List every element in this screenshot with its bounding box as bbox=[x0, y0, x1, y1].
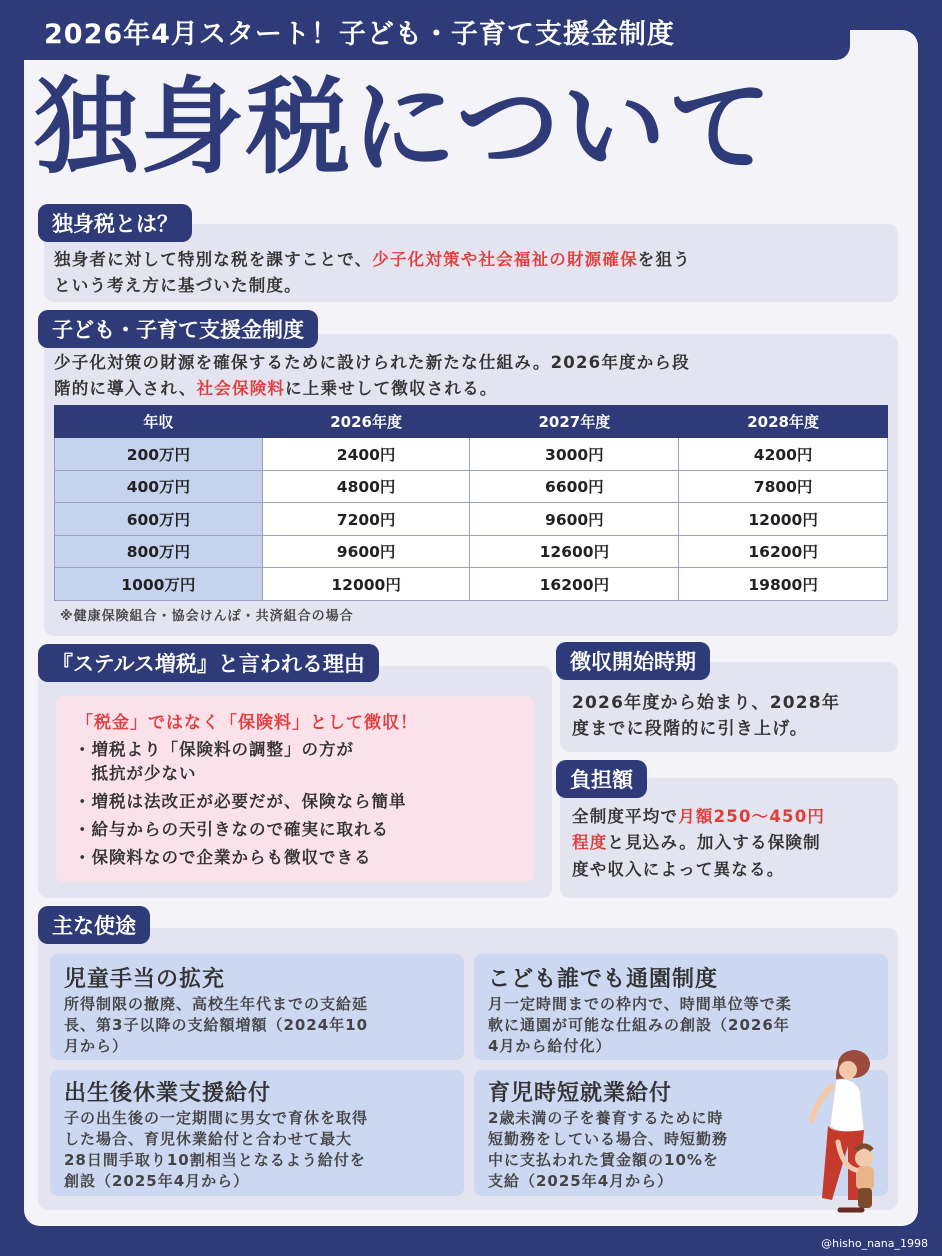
stealth-bullet: ・増税は法改正が必要だが、保険なら簡単 bbox=[74, 792, 407, 811]
table-row bbox=[55, 470, 888, 503]
burden-text bbox=[572, 804, 825, 883]
fee-table-header: 2027年度 bbox=[470, 406, 679, 438]
burden-text-post: と見込み。加入する保険制 bbox=[607, 833, 821, 853]
use-card-line: 4月から給付化） bbox=[488, 1037, 612, 1055]
table-footnote: ※健康保険組合・協会けんぽ・共済組合の場合 bbox=[60, 609, 354, 624]
stealth-bullet: ・増税より「保険料の調整」の方が bbox=[74, 740, 354, 759]
mother-child-illustration bbox=[788, 1046, 898, 1222]
use-card-desc bbox=[488, 1108, 728, 1192]
use-card-title: 児童手当の拡充 bbox=[64, 967, 226, 992]
burden-heading: 負担額 bbox=[556, 760, 647, 798]
use-card-line: 創設（2025年4月から） bbox=[64, 1172, 250, 1190]
burden-text-degree: 程度 bbox=[572, 833, 608, 853]
section2-text-highlight: 社会保険料 bbox=[196, 378, 286, 398]
use-card-line: 長、第3子以降の支給額増額（2024年10 bbox=[64, 1016, 369, 1034]
table-cell-income: 200万円 bbox=[55, 438, 263, 471]
table-cell-income: 600万円 bbox=[55, 503, 263, 536]
use-card-line: 子の出生後の一定期間に男女で育休を取得 bbox=[64, 1109, 369, 1127]
table-cell-income: 1000万円 bbox=[55, 568, 263, 601]
use-card-title: 出生後休業支援給付 bbox=[64, 1081, 272, 1106]
section1-text-line2: という考え方に基づいた制度。 bbox=[54, 275, 302, 295]
use-card-line: 短勤務をしている場合、時短勤務 bbox=[488, 1130, 729, 1148]
use-card-line: した場合、育児休業給付と合わせて最大 bbox=[64, 1130, 353, 1148]
top-title: 2026年4月スタート！子ども・子育て支援金制度 bbox=[44, 19, 675, 50]
burden-text-pre: 全制度平均で bbox=[572, 807, 679, 826]
table-cell-income: 800万円 bbox=[55, 535, 263, 568]
fee-table bbox=[54, 405, 888, 601]
timing-heading: 徴収開始時期 bbox=[556, 642, 710, 680]
fee-table-header: 2026年度 bbox=[262, 406, 470, 438]
author-credit: @hisho_nana_1998 bbox=[821, 1237, 928, 1250]
fee-table-header: 2028年度 bbox=[679, 406, 888, 438]
stealth-heading: 『ステルス増税』と言われる理由 bbox=[38, 644, 379, 682]
fee-table-header: 年収 bbox=[55, 406, 263, 438]
table-row bbox=[55, 535, 888, 568]
table-cell: 19800円 bbox=[679, 568, 888, 601]
stealth-bullet: 抵抗が少ない bbox=[74, 764, 197, 783]
uses-heading: 主な使途 bbox=[38, 906, 150, 944]
hero-title: 独身税について bbox=[34, 66, 774, 188]
section2-text-post: に上乗せして徴収される。 bbox=[285, 378, 498, 398]
use-card-line: 2歳未満の子を養育するために時 bbox=[488, 1109, 724, 1127]
section2-text-line1: 少子化対策の財源を確保するために設けられた新たな仕組み。2026年度から段 bbox=[54, 353, 690, 372]
table-cell: 6600円 bbox=[470, 470, 679, 503]
stealth-bullet: ・給与からの天引きなので確実に取れる bbox=[74, 820, 389, 839]
table-row bbox=[55, 503, 888, 536]
table-cell: 7800円 bbox=[679, 470, 888, 503]
section1-heading: 独身税とは？ bbox=[38, 204, 192, 242]
use-card-title: こども誰でも通園制度 bbox=[488, 967, 719, 992]
section2-text-pre: 階的に導入され、 bbox=[54, 378, 197, 398]
use-card-line: 月一定時間までの枠内で、時間単位等で柔 bbox=[488, 995, 792, 1013]
use-card-line: 軟に通園が可能な仕組みの創設（2026年 bbox=[488, 1016, 790, 1034]
table-row bbox=[55, 438, 888, 471]
use-card-desc bbox=[488, 994, 792, 1057]
timing-text-line2: 度までに段階的に引き上げ。 bbox=[572, 719, 808, 740]
table-cell: 2400円 bbox=[262, 438, 470, 471]
timing-text-line1: 2026年度から始まり、2028年 bbox=[572, 693, 841, 713]
stealth-bullet: ・保険料なので企業からも徴収できる bbox=[74, 848, 372, 867]
use-card-line: 中に支払われた賃金額の10%を bbox=[488, 1151, 719, 1169]
table-cell: 4800円 bbox=[262, 470, 470, 503]
table-cell-income: 400万円 bbox=[55, 470, 263, 503]
section1-text-highlight: 少子化対策や社会福祉の財源確保 bbox=[372, 250, 638, 269]
table-cell: 12000円 bbox=[679, 503, 888, 536]
use-card-line: 支給（2025年4月から） bbox=[488, 1172, 674, 1190]
section2-text bbox=[54, 350, 690, 401]
table-cell: 3000円 bbox=[470, 438, 679, 471]
table-cell: 7200円 bbox=[262, 503, 470, 536]
section1-text-pre: 独身者に対して特別な税を課すことで、 bbox=[54, 250, 373, 269]
burden-text-line3: 度や収入によって異なる。 bbox=[572, 859, 785, 879]
stealth-pink-head: 「税金」ではなく「保険料」として徴収！ bbox=[76, 713, 418, 733]
use-card-line: 月から） bbox=[64, 1037, 129, 1055]
use-card-title: 育児時短就業給付 bbox=[488, 1081, 673, 1106]
section2-heading: 子ども・子育て支援金制度 bbox=[38, 310, 318, 348]
table-cell: 16200円 bbox=[470, 568, 679, 601]
use-card-desc bbox=[64, 1108, 368, 1192]
use-card-desc bbox=[64, 994, 368, 1057]
table-cell: 16200円 bbox=[679, 535, 888, 568]
section1-text-post: を狙う bbox=[637, 250, 691, 269]
table-cell: 4200円 bbox=[679, 438, 888, 471]
table-cell: 9600円 bbox=[470, 503, 679, 536]
use-card-line: 28日間手取り10割相当となるよう給付を bbox=[64, 1151, 366, 1169]
burden-text-amount: 月額250〜450円 bbox=[678, 807, 826, 826]
table-cell: 12000円 bbox=[262, 568, 470, 601]
fee-table-header-row bbox=[55, 406, 888, 438]
timing-text bbox=[572, 690, 840, 743]
table-row bbox=[55, 568, 888, 601]
section1-text bbox=[54, 247, 691, 298]
use-card-line: 所得制限の撤廃、高校生年代までの支給延 bbox=[64, 995, 369, 1013]
table-cell: 9600円 bbox=[262, 535, 470, 568]
table-cell: 12600円 bbox=[470, 535, 679, 568]
